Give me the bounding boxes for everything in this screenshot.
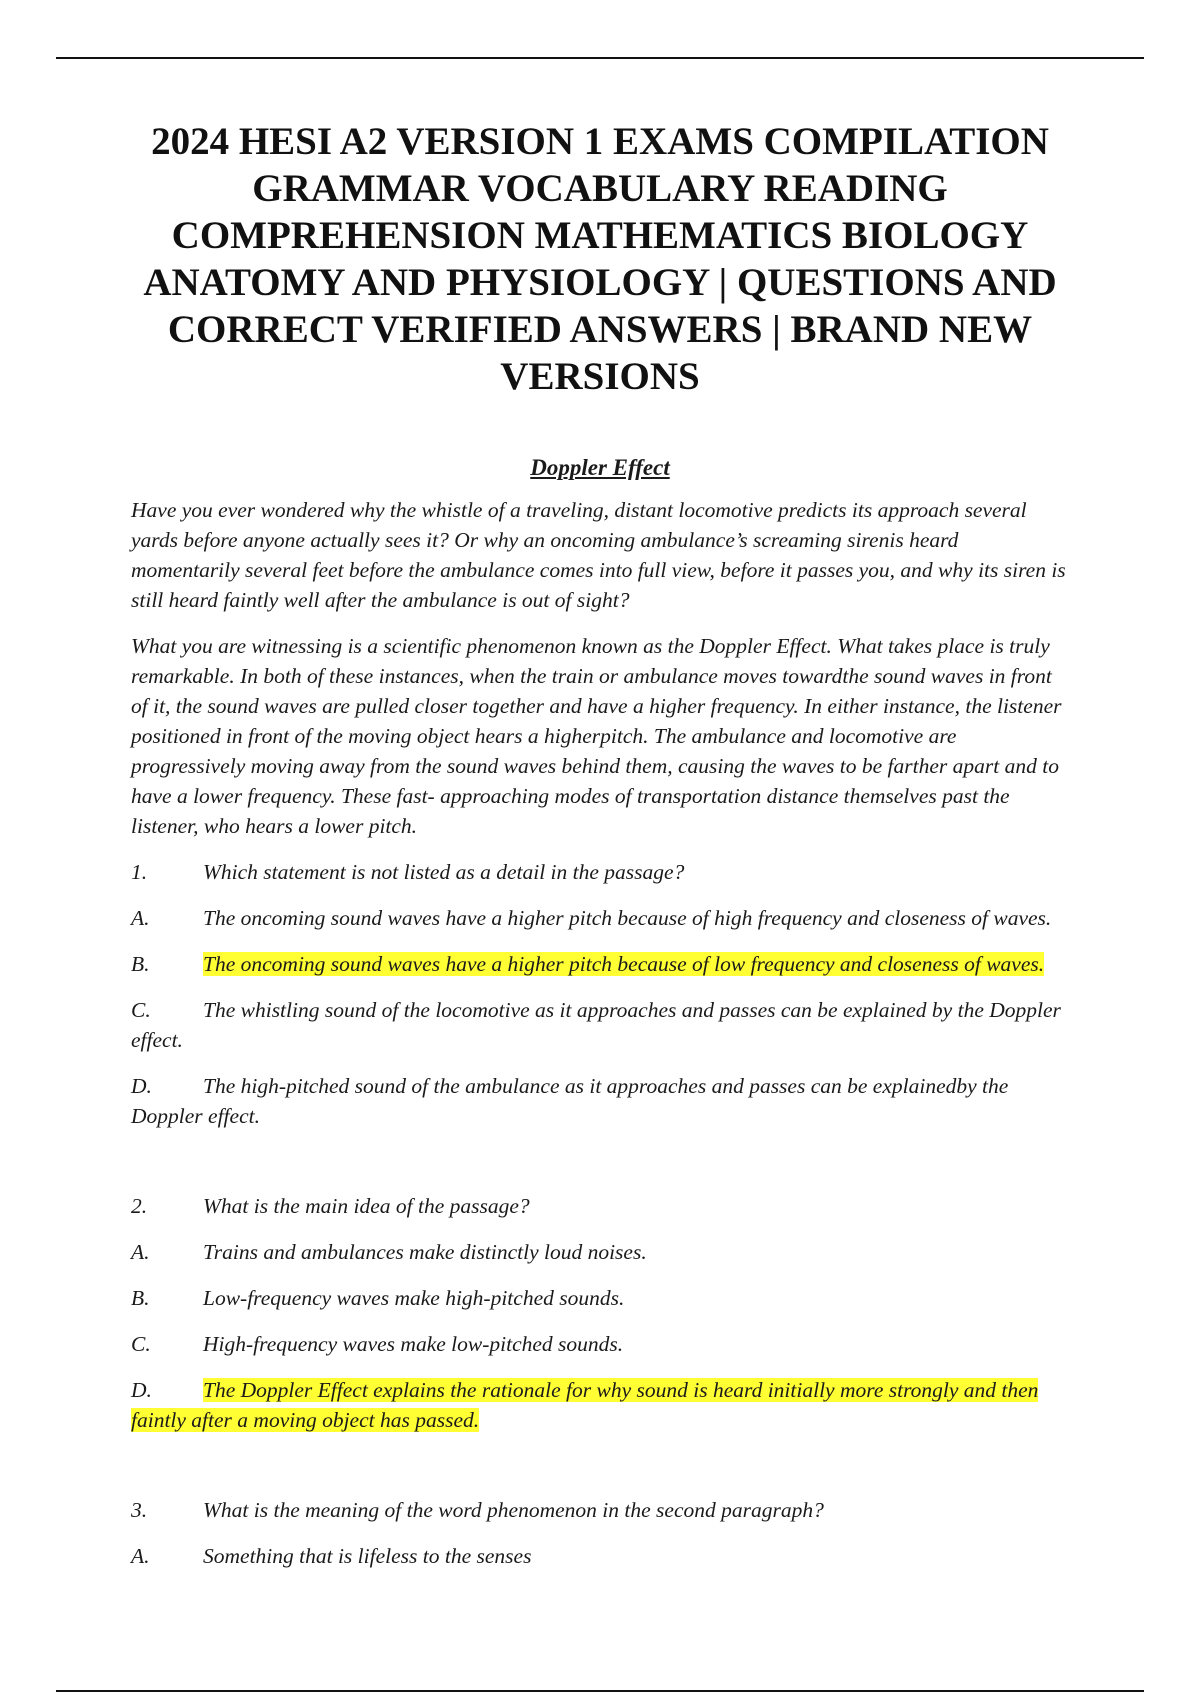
question-text: What is the meaning of the word phenomenon in the second paragraph? — [203, 1498, 824, 1522]
q2-option-a — [131, 1237, 1069, 1267]
question-text: What is the main idea of the passage? — [203, 1194, 530, 1218]
question-number: 1. — [131, 860, 148, 884]
option-label: B. — [131, 952, 150, 976]
option-label: D. — [131, 1378, 152, 1402]
question-number: 2. — [131, 1194, 148, 1218]
spacer — [131, 1147, 1069, 1191]
option-text: The oncoming sound waves have a higher pitch because of high frequency and closeness of waves. — [203, 906, 1052, 930]
q2-option-b — [131, 1283, 1069, 1313]
option-label: C. — [131, 998, 151, 1022]
option-text: Something that is lifeless to the senses — [203, 1544, 532, 1568]
question-number: 3. — [131, 1498, 148, 1522]
option-text: The high-pitched sound of the ambulance as it approaches and passes can be explainedby the Doppler effect. — [131, 1074, 1009, 1128]
q1-option-d — [131, 1071, 1069, 1131]
option-label: C. — [131, 1332, 151, 1356]
question-2 — [131, 1191, 1069, 1221]
option-text: Trains and ambulances make distinctly loud noises. — [203, 1240, 647, 1264]
top-divider — [56, 57, 1144, 59]
q1-option-a — [131, 903, 1069, 933]
q1-option-c — [131, 995, 1069, 1055]
option-label: A. — [131, 1240, 150, 1264]
question-3 — [131, 1495, 1069, 1525]
option-label: A. — [131, 906, 150, 930]
passage-paragraph-1: Have you ever wondered why the whistle of a traveling, distant locomotive predicts its approach several yards before anyone actually sees it? Or why an oncoming ambulance’s screaming sirenis heard momentarily several feet before the ambulance comes into full view, before it passes you, and why its siren is still heard faintly well after the ambulance is out of sight? — [131, 498, 1066, 612]
question-text: Which statement is not listed as a detail in the passage? — [203, 860, 685, 884]
document-body — [131, 455, 1069, 1587]
option-label: B. — [131, 1286, 150, 1310]
option-text: Low-frequency waves make high-pitched sounds. — [203, 1286, 625, 1310]
option-text: The whistling sound of the locomotive as it approaches and passes can be explained by the Doppler effect. — [131, 998, 1061, 1052]
q3-option-a — [131, 1541, 1069, 1571]
q2-option-d — [131, 1375, 1069, 1435]
option-label: A. — [131, 1544, 150, 1568]
option-label: D. — [131, 1074, 152, 1098]
section-title: Doppler Effect — [530, 455, 670, 480]
document-title: 2024 HESI A2 VERSION 1 EXAMS COMPILATION GRAMMAR VOCABULARY READING COMPREHENSION MATHEMATICS BIOLOGY ANATOMY AND PHYSIOLOGY | QUESTIONS AND CORRECT VERIFIED ANSWERS | BRAND NEW VERSIONS — [143, 120, 1057, 398]
option-text-highlighted: The Doppler Effect explains the rationale for why sound is heard initially more strongly and then faintly after a moving object has passed. — [131, 1378, 1039, 1432]
option-text-highlighted: The oncoming sound waves have a higher pitch because of low frequency and closeness of waves. — [203, 952, 1045, 976]
spacer — [131, 1451, 1069, 1495]
question-1 — [131, 857, 1069, 887]
q2-option-c — [131, 1329, 1069, 1359]
bottom-divider — [56, 1690, 1144, 1692]
passage-paragraph-2: What you are witnessing is a scientific phenomenon known as the Doppler Effect. What takes place is truly remarkable. In both of these instances, when the train or ambulance moves towardthe sound waves in front of it, the sound waves are pulled closer together and have a higher frequency. In either instance, the listener positioned in front of the moving object hears a higherpitch. The ambulance and locomotive are progressively moving away from the sound waves behind them, causing the waves to be farther apart and to have a lower frequency. These fast- approaching modes of transportation distance themselves past the listener, who hears a lower pitch. — [131, 634, 1062, 838]
option-text: High-frequency waves make low-pitched sounds. — [203, 1332, 624, 1356]
q1-option-b — [131, 949, 1069, 979]
